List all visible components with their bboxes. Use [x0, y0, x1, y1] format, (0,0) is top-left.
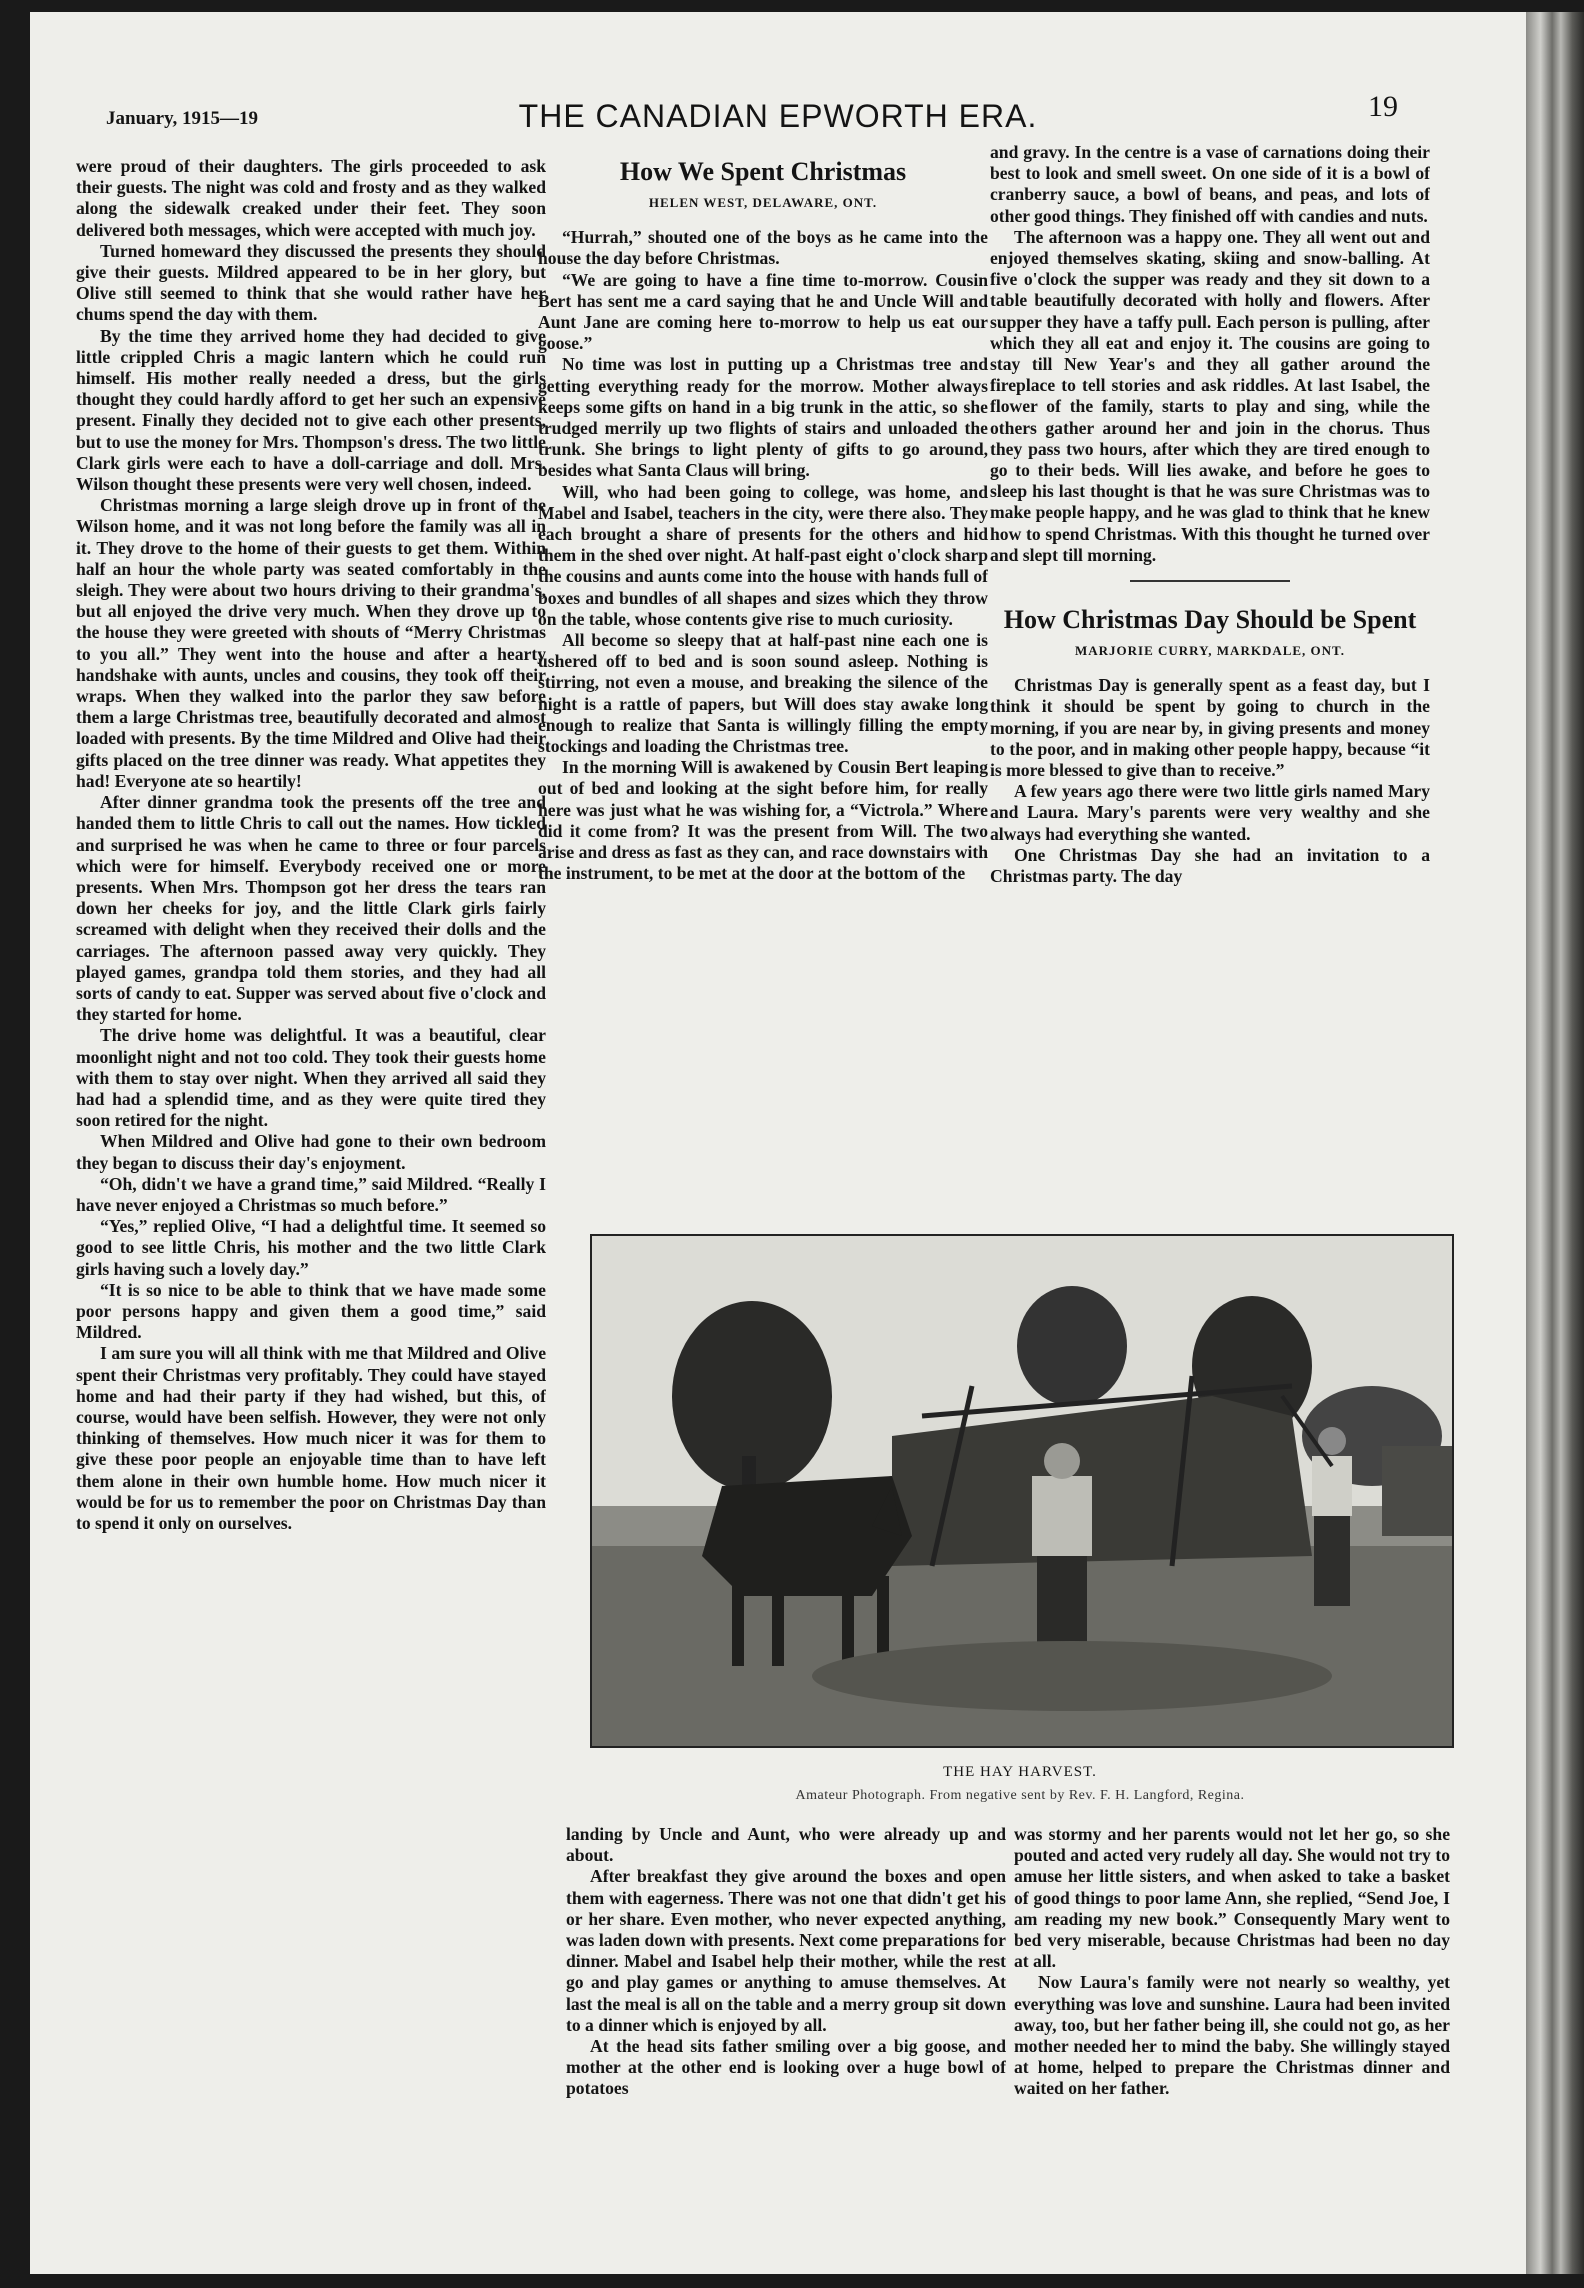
issue-date: January, 1915—19	[106, 108, 259, 129]
paragraph: and gravy. In the centre is a vase of carnations doing their best to look and smell sweet. On one side of it is a bowl of cranberry sauce, a bowl of beans, and peas, and lots of other good things. They finished off with candies and nuts.	[990, 142, 1430, 226]
paragraph: “Yes,” replied Olive, “I had a delightful time. It seemed so good to see little Chris, his mother and the two little Clark girls having such a lovely day.”	[76, 1216, 546, 1279]
paragraph: At the head sits father smiling over a big goose, and mother at the other end is looking over a huge bowl of potatoes	[566, 2036, 1006, 2099]
page-number: 19	[1368, 90, 1398, 123]
paragraph: The afternoon was a happy one. They all went out and enjoyed themselves skating, skiing and snow-balling. At five o'clock the supper was ready and they sit down to a table beautifully decorated with holly and flowers. After supper they have a taffy pull. Each person is pulling, after which they all eat and enjoy it. The cousins are going to stay till New Year's and they all gather around the fireplace to tell stories and ask riddles. At last Isabel, the flower of the family, starts to play and sing, while the others gather around her and join in the chorus. Thus they pass two hours, after which they are tired enough to go to their beds. Will lies awake, and before he goes to sleep his last thought is that he was sure Christmas was to make people happy, and he was glad to think that he knew how to spend Christmas. With this thought he turned over and slept till morning.	[990, 226, 1430, 565]
paragraph: A few years ago there were two little girls named Mary and Laura. Mary's parents were very wealthy and she always had everything she wanted.	[990, 781, 1430, 844]
paragraph: were proud of their daughters. The girls proceeded to ask their guests. The night was cold and frosty and as they walked along the sidewalk creaked under their feet. They soon delivered both messages, which were accepted with much joy.	[76, 156, 546, 240]
paragraph: In the morning Will is awakened by Cousin Bert leaping out of bed and looking at the sight before him, for really here was just what he was wishing for, a “Victrola.” Where did it come from? It was the present from Will. The two arise and dress as fast as they can, and race downstairs with the instrument, to be met at the door at the bottom of the	[538, 757, 988, 884]
paragraph: Will, who had been going to college, was home, and Mabel and Isabel, teachers in the city, were there also. They each brought a share of presents for the others and hid them in the shed over night. At half-past eight o'clock sharp the cousins and aunts come into the house with hands full of boxes and bundles of all shapes and sizes which they throw on the table, whose contents give rise to much curiosity.	[538, 481, 988, 629]
paragraph: When Mildred and Olive had gone to their own bedroom they began to discuss their day's enjoyment.	[76, 1131, 546, 1173]
paragraph: Christmas Day is generally spent as a feast day, but I think it should be spent by going to church in the morning, if you are near by, in giving presents and money to the poor, and in making other people happy, because “it is more blessed to give than to receive.”	[990, 675, 1430, 781]
hay-harvest-photo	[590, 1234, 1454, 1748]
paragraph: By the time they arrived home they had decided to give little crippled Chris a magic lantern which he could run himself. His mother really needed a dress, but the girls thought they could hardly afford to get her such an expensive present. Finally they decided not to give each other presents, but to use the money for Mrs. Thompson's dress. The two little Clark girls were each to have a doll-carriage and doll. Mrs. Wilson thought these presents were very well chosen, indeed.	[76, 325, 546, 495]
article-separator	[1130, 580, 1290, 582]
paragraph: After breakfast they give around the boxes and open them with eagerness. There was not one that didn't get his or her share. Even mother, who never expected anything, was laden down with presents. Next come preparations for dinner. Mabel and Isabel help their mother, while the rest go and play games or anything to amuse themselves. At last the meal is all on the table and a merry group sit down to a dinner which is enjoyed by all.	[566, 1866, 1006, 2035]
paragraph: One Christmas Day she had an invitation to a Christmas party. The day	[990, 844, 1430, 887]
paragraph: “It is so nice to be able to think that we have made some poor persons happy and given them a good time,” said Mildred.	[76, 1279, 546, 1343]
paragraph: “Oh, didn't we have a grand time,” said Mildred. “Really I have never enjoyed a Christmas so much before.”	[76, 1173, 546, 1215]
column-2	[538, 156, 988, 1216]
column-1	[76, 156, 546, 2206]
paragraph: The drive home was delightful. It was a beautiful, clear moonlight night and not too cold. They took their guests home with them to stay over night. When they arrived all said they had had a splendid time, and as they were quite tired they soon retired for the night.	[76, 1025, 546, 1131]
newspaper-page	[30, 12, 1526, 2274]
paragraph: “We are going to have a fine time to-morrow. Cousin Bert has sent me a card saying that he and Uncle Will and Aunt Jane are coming here to-morrow to help us eat our goose.”	[538, 269, 988, 354]
column-2-bottom	[566, 1824, 1006, 2224]
article-title: How Christmas Day Should be Spent	[1003, 605, 1417, 635]
paragraph: landing by Uncle and Aunt, who were already up and about.	[566, 1824, 1006, 1866]
column-3	[990, 142, 1430, 1218]
hay-harvest-photo-drawing	[592, 1236, 1452, 1746]
paragraph: No time was lost in putting up a Christmas tree and getting everything ready for the morrow. Mother always keeps some gifts on hand in a big trunk in the attic, so she trudged merrily up two flights of stairs and unloaded the trunk. She brings to light plenty of gifts to go around, besides what Santa Claus will bring.	[538, 354, 988, 481]
paragraph: Christmas morning a large sleigh drove up in front of the Wilson home, and it was not long before the family was all in it. They drove to the home of their guests to get them. Within half an hour the whole party was seated comfortably in the sleigh. They were about two hours driving to their grandma's, but all enjoyed the drive very much. When they drove up to the house they were greeted with shouts of “Merry Christmas to you all.” They went into the house and after a hearty handshake with aunts, uncles and cousins, they took off their wraps. When they walked into the parlor they saw before them a large Christmas tree, beautifully decorated and almost loaded with presents. By the time Mildred and Olive had their gifts placed on the tree dinner was ready. What appetites they had! Everyone ate so heartily!	[76, 495, 546, 791]
paragraph: After dinner grandma took the presents off the tree and handed them to little Chris to call out the names. How tickled and surprised he was when he came to three or four parcels which were for himself. Everybody received one or more presents. When Mrs. Thompson got her dress the tears ran down her cheeks for joy, and the little Clark girls fairly screamed with delight when they received their dolls and the carriages. The afternoon passed away very quickly. They played games, grandpa told them stories, and they had all sorts of candy to eat. Supper was served about five o'clock and they started for home.	[76, 792, 546, 1025]
article-author: HELEN WEST, DELAWARE, ONT.	[648, 195, 878, 210]
photo-credit: Amateur Photograph. From negative sent by Rev. F. H. Langford, Regina.	[795, 1788, 1245, 1803]
article-author: MARJORIE CURRY, MARKDALE, ONT.	[1074, 643, 1346, 659]
masthead-title: THE CANADIAN EPWORTH ERA.	[518, 98, 1038, 134]
paragraph: I am sure you will all think with me that Mildred and Olive spent their Christmas very profitably. They could have stayed home and had their party if they had wished, but this, of course, would have been selfish. However, they were not only thinking of themselves. How much nicer it was for them to give these poor people an enjoyable time than to have left them alone in their own humble home. How much nicer it would be for us to remember the poor on Christmas Day than to spend it only on ourselves.	[76, 1343, 546, 1533]
article-title: How We Spent Christmas	[619, 157, 907, 186]
paragraph: All become so sleepy that at half-past nine each one is ushered off to bed and is soon sound asleep. Nothing is stirring, not even a mouse, and breaking the silence of the night is a rattle of papers, but Will does stay awake long enough to realize that Santa is willingly filling the empty stockings and loading the Christmas tree.	[538, 630, 988, 757]
book-spine	[1526, 12, 1584, 2274]
photo-caption: THE HAY HARVEST.	[943, 1764, 1097, 1780]
paragraph: Now Laura's family were not nearly so wealthy, yet everything was love and sunshine. Laura had been invited away, too, but her father being ill, she could not go, as her mother needed her to mind the baby. She willingly stayed at home, helped to prepare the Christmas dinner and waited on her father.	[1014, 1972, 1450, 2099]
paragraph: Turned homeward they discussed the presents they should give their guests. Mildred appeared to be in her glory, but Olive still seemed to think that she would rather have her chums spend the day with them.	[76, 240, 546, 325]
paragraph: “Hurrah,” shouted one of the boys as he came into the house the day before Christmas.	[538, 227, 988, 269]
paragraph: was stormy and her parents would not let her go, so she pouted and acted very rudely all day. She would not try to amuse her little sisters, and when asked to take a basket of good things to poor lame Ann, she replied, “Send Joe, I am reading my new book.” Consequently Mary went to bed very miserable, because Christmas had been no day at all.	[1014, 1824, 1450, 1972]
column-3-bottom	[1014, 1824, 1450, 2224]
